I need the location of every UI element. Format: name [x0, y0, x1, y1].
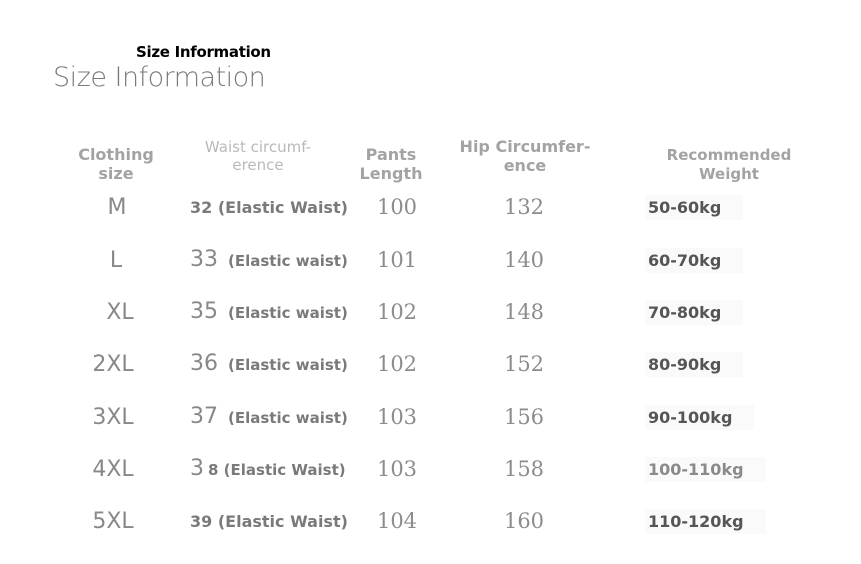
- cell-size: M: [107, 195, 127, 220]
- cell-pants-length: 102: [376, 352, 418, 376]
- cell-waist-number: 3: [190, 456, 204, 481]
- cell-waist-number: 36: [190, 351, 218, 376]
- cell-waist: [190, 247, 348, 272]
- header-waist-line2: erence: [232, 156, 284, 174]
- cell-waist-text: (Elastic waist): [228, 356, 348, 374]
- page-title: Size Information: [53, 62, 266, 93]
- cell-waist-text: 8 (Elastic Waist): [208, 461, 346, 479]
- cell-waist-text: (Elastic waist): [228, 304, 348, 322]
- cell-waist-number: 35: [190, 299, 218, 324]
- cell-waist-number: 37: [190, 404, 218, 429]
- cell-weight: 110-120kg: [645, 509, 766, 534]
- cell-waist-number: 33: [190, 247, 218, 272]
- cell-hip: 152: [503, 352, 545, 376]
- caption: Size Information: [136, 43, 271, 61]
- cell-hip: 140: [503, 248, 545, 272]
- header-hip-line1: Hip Circumfer-: [459, 137, 591, 156]
- header-pants-length: Pants Length: [359, 145, 423, 183]
- cell-weight: 90-100kg: [645, 405, 754, 430]
- header-clothing-size: Clothing size: [78, 145, 154, 183]
- cell-waist: [190, 404, 348, 429]
- cell-waist-text: 39 (Elastic Waist): [190, 512, 348, 531]
- cell-size: 2XL: [92, 352, 134, 377]
- cell-hip: 148: [503, 300, 545, 324]
- cell-waist-text: (Elastic waist): [228, 409, 348, 427]
- cell-waist: [190, 512, 348, 531]
- header-hip: [458, 137, 592, 175]
- cell-waist-text: 32 (Elastic Waist): [190, 198, 348, 217]
- header-hip-line2: ence: [503, 156, 547, 175]
- cell-weight: 70-80kg: [645, 300, 743, 325]
- cell-waist: [190, 351, 348, 376]
- cell-pants-length: 100: [376, 195, 418, 219]
- cell-size: L: [109, 248, 123, 273]
- cell-pants-length: 103: [376, 405, 418, 429]
- cell-waist-text: (Elastic waist): [228, 252, 348, 270]
- cell-weight: 50-60kg: [645, 195, 743, 220]
- cell-weight: 60-70kg: [645, 248, 743, 273]
- cell-waist: [190, 198, 348, 217]
- cell-size: XL: [106, 300, 134, 325]
- header-waist-line1: Waist circumf-: [204, 138, 312, 156]
- cell-waist: [190, 299, 348, 324]
- header-waist: [196, 138, 320, 174]
- cell-waist: [190, 456, 346, 481]
- cell-size: 3XL: [92, 405, 134, 430]
- cell-weight: 80-90kg: [645, 352, 743, 377]
- cell-pants-length: 104: [376, 509, 418, 533]
- cell-weight: 100-110kg: [645, 457, 766, 482]
- cell-hip: 156: [503, 405, 545, 429]
- cell-size: 4XL: [92, 457, 134, 482]
- cell-pants-length: 102: [376, 300, 418, 324]
- cell-pants-length: 103: [376, 457, 418, 481]
- cell-size: 5XL: [92, 509, 134, 534]
- cell-pants-length: 101: [376, 248, 418, 272]
- cell-hip: 158: [503, 457, 545, 481]
- header-recommended-weight: Recommended Weight: [666, 146, 792, 183]
- cell-hip: 160: [503, 509, 545, 533]
- cell-hip: 132: [503, 195, 545, 219]
